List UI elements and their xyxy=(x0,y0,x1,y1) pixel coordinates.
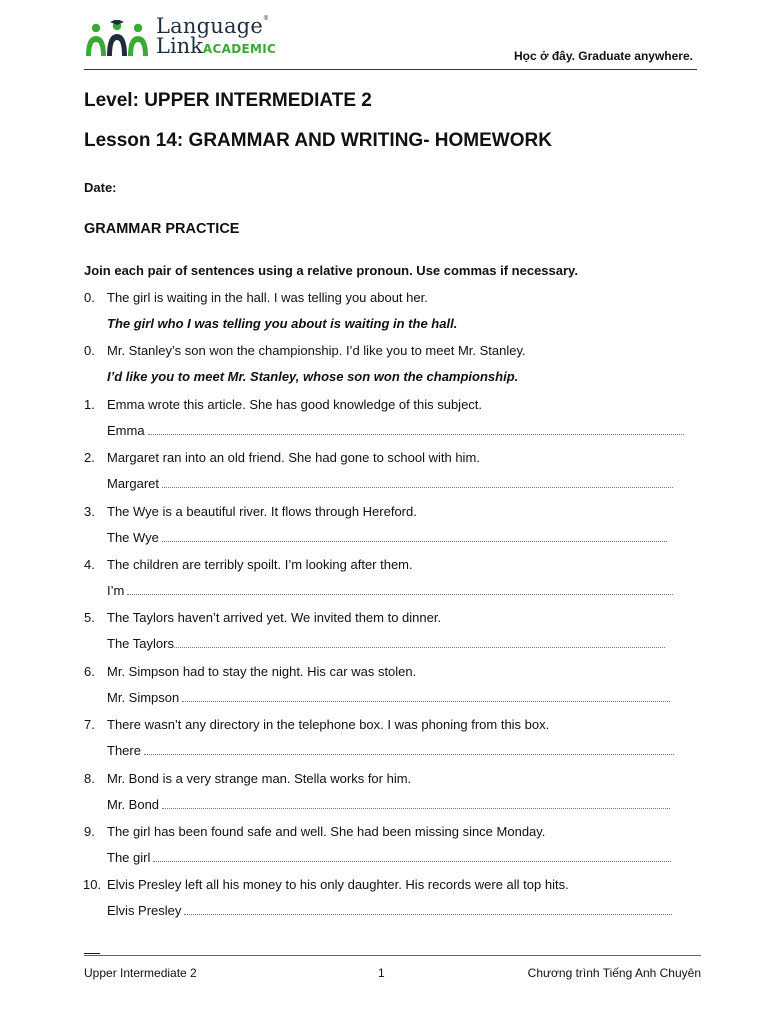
registered-mark: ® xyxy=(262,15,270,22)
example-question: The girl is waiting in the hall. I was telling you about her. xyxy=(107,290,428,305)
item-number: 0. xyxy=(84,290,95,305)
exercise-question: The children are terribly spoilt. I’m looking after them. xyxy=(107,556,413,572)
logo-word-language: Language xyxy=(156,14,263,38)
exercise-item xyxy=(84,664,698,717)
dotted-line xyxy=(184,914,672,915)
answer-line[interactable] xyxy=(107,797,670,812)
answer-line[interactable] xyxy=(107,530,667,545)
exercise-list xyxy=(84,290,698,931)
item-number: 6. xyxy=(84,663,95,679)
exercise-question: The Wye is a beautiful river. It flows through Hereford. xyxy=(107,503,417,519)
item-number: 1. xyxy=(84,396,95,412)
answer-start: Margaret xyxy=(107,476,160,492)
lesson-title: Lesson 14: GRAMMAR AND WRITING- HOMEWORK xyxy=(84,130,552,151)
footer-accent-line xyxy=(84,953,100,954)
answer-line[interactable] xyxy=(107,476,673,491)
exercise-question: Margaret ran into an old friend. She had gone to school with him. xyxy=(107,450,480,466)
exercise-question: Mr. Bond is a very strange man. Stella works for him. xyxy=(107,770,412,786)
exercise-question: There wasn’t any directory in the telephone box. I was phoning from this box. xyxy=(107,717,550,733)
answer-start: The girl xyxy=(107,849,151,865)
dotted-line xyxy=(174,647,665,648)
item-number: 2. xyxy=(84,450,95,466)
answer-start: I’m xyxy=(107,582,125,598)
exercise-question: The girl has been found safe and well. She had been missing since Monday. xyxy=(107,823,546,839)
item-number: 9. xyxy=(84,823,95,839)
header-divider xyxy=(84,69,697,70)
footer-course-name: Upper Intermediate 2 xyxy=(84,966,197,980)
answer-start: The Wye xyxy=(107,529,159,545)
dotted-line xyxy=(182,701,670,702)
exercise-item xyxy=(84,450,698,503)
exercise-item xyxy=(84,877,698,930)
answer-line[interactable] xyxy=(107,423,684,438)
item-number: 8. xyxy=(84,770,95,786)
answer-line[interactable] xyxy=(107,743,674,758)
language-link-logo xyxy=(84,16,284,60)
people-logo-icon xyxy=(84,20,154,58)
footer-divider xyxy=(84,955,701,956)
example-answer: The girl who I was telling you about is waiting in the hall. xyxy=(107,316,458,331)
item-number: 0. xyxy=(84,343,95,359)
dotted-line xyxy=(162,808,670,809)
answer-start: Emma xyxy=(107,422,145,438)
exercise-item xyxy=(84,397,698,450)
example-item xyxy=(84,343,698,396)
exercise-question: The Taylors haven’t arrived yet. We invited them to dinner. xyxy=(107,610,442,626)
item-number: 3. xyxy=(84,503,95,519)
exercise-instruction: Join each pair of sentences using a relative pronoun. Use commas if necessary. xyxy=(84,263,578,278)
exercise-question: Elvis Presley left all his money to his only daughter. His records were all top hits. xyxy=(107,877,569,893)
item-number: 4. xyxy=(84,556,95,572)
answer-start: There xyxy=(107,743,141,759)
exercise-item xyxy=(84,557,698,610)
answer-line[interactable] xyxy=(107,690,670,705)
answer-start: Elvis Presley xyxy=(107,903,182,919)
date-label: Date: xyxy=(84,180,117,195)
answer-line[interactable] xyxy=(107,636,665,651)
level-title: Level: UPPER INTERMEDIATE 2 xyxy=(84,90,372,111)
exercise-item xyxy=(84,771,698,824)
dotted-line xyxy=(162,487,673,488)
example-answer: I’d like you to meet Mr. Stanley, whose son won the championship. xyxy=(107,369,519,385)
dotted-line xyxy=(153,861,671,862)
example-item xyxy=(84,290,698,343)
answer-line[interactable] xyxy=(107,583,673,598)
dotted-line xyxy=(144,754,674,755)
answer-line[interactable] xyxy=(107,903,672,918)
page-number: 1 xyxy=(378,966,385,980)
footer-program-name: Chương trình Tiếng Anh Chuyên xyxy=(527,966,701,980)
logo-word-academic: ACADEMIC xyxy=(202,42,277,56)
answer-start: The Taylors xyxy=(107,636,174,652)
exercise-question: Emma wrote this article. She has good knowledge of this subject. xyxy=(107,396,483,412)
exercise-item xyxy=(84,717,698,770)
exercise-question: Mr. Simpson had to stay the night. His car was stolen. xyxy=(107,663,417,679)
item-number: 7. xyxy=(84,717,95,733)
answer-start: Mr. Bond xyxy=(107,796,160,812)
dotted-line xyxy=(162,541,667,542)
logo-word-link: Link xyxy=(156,34,203,58)
item-number: 5. xyxy=(84,610,95,626)
item-number: 10. xyxy=(83,877,102,893)
dotted-line xyxy=(127,594,673,595)
dotted-line xyxy=(148,434,684,435)
exercise-item xyxy=(84,610,698,663)
answer-line[interactable] xyxy=(107,850,671,865)
header-tagline: Học ở đây. Graduate anywhere. xyxy=(513,49,693,63)
exercise-item xyxy=(84,824,698,877)
exercise-item xyxy=(84,504,698,557)
section-title: GRAMMAR PRACTICE xyxy=(84,221,240,237)
answer-start: Mr. Simpson xyxy=(107,689,180,705)
example-question: Mr. Stanley’s son won the championship. I’d like you to meet Mr. Stanley. xyxy=(107,343,526,359)
